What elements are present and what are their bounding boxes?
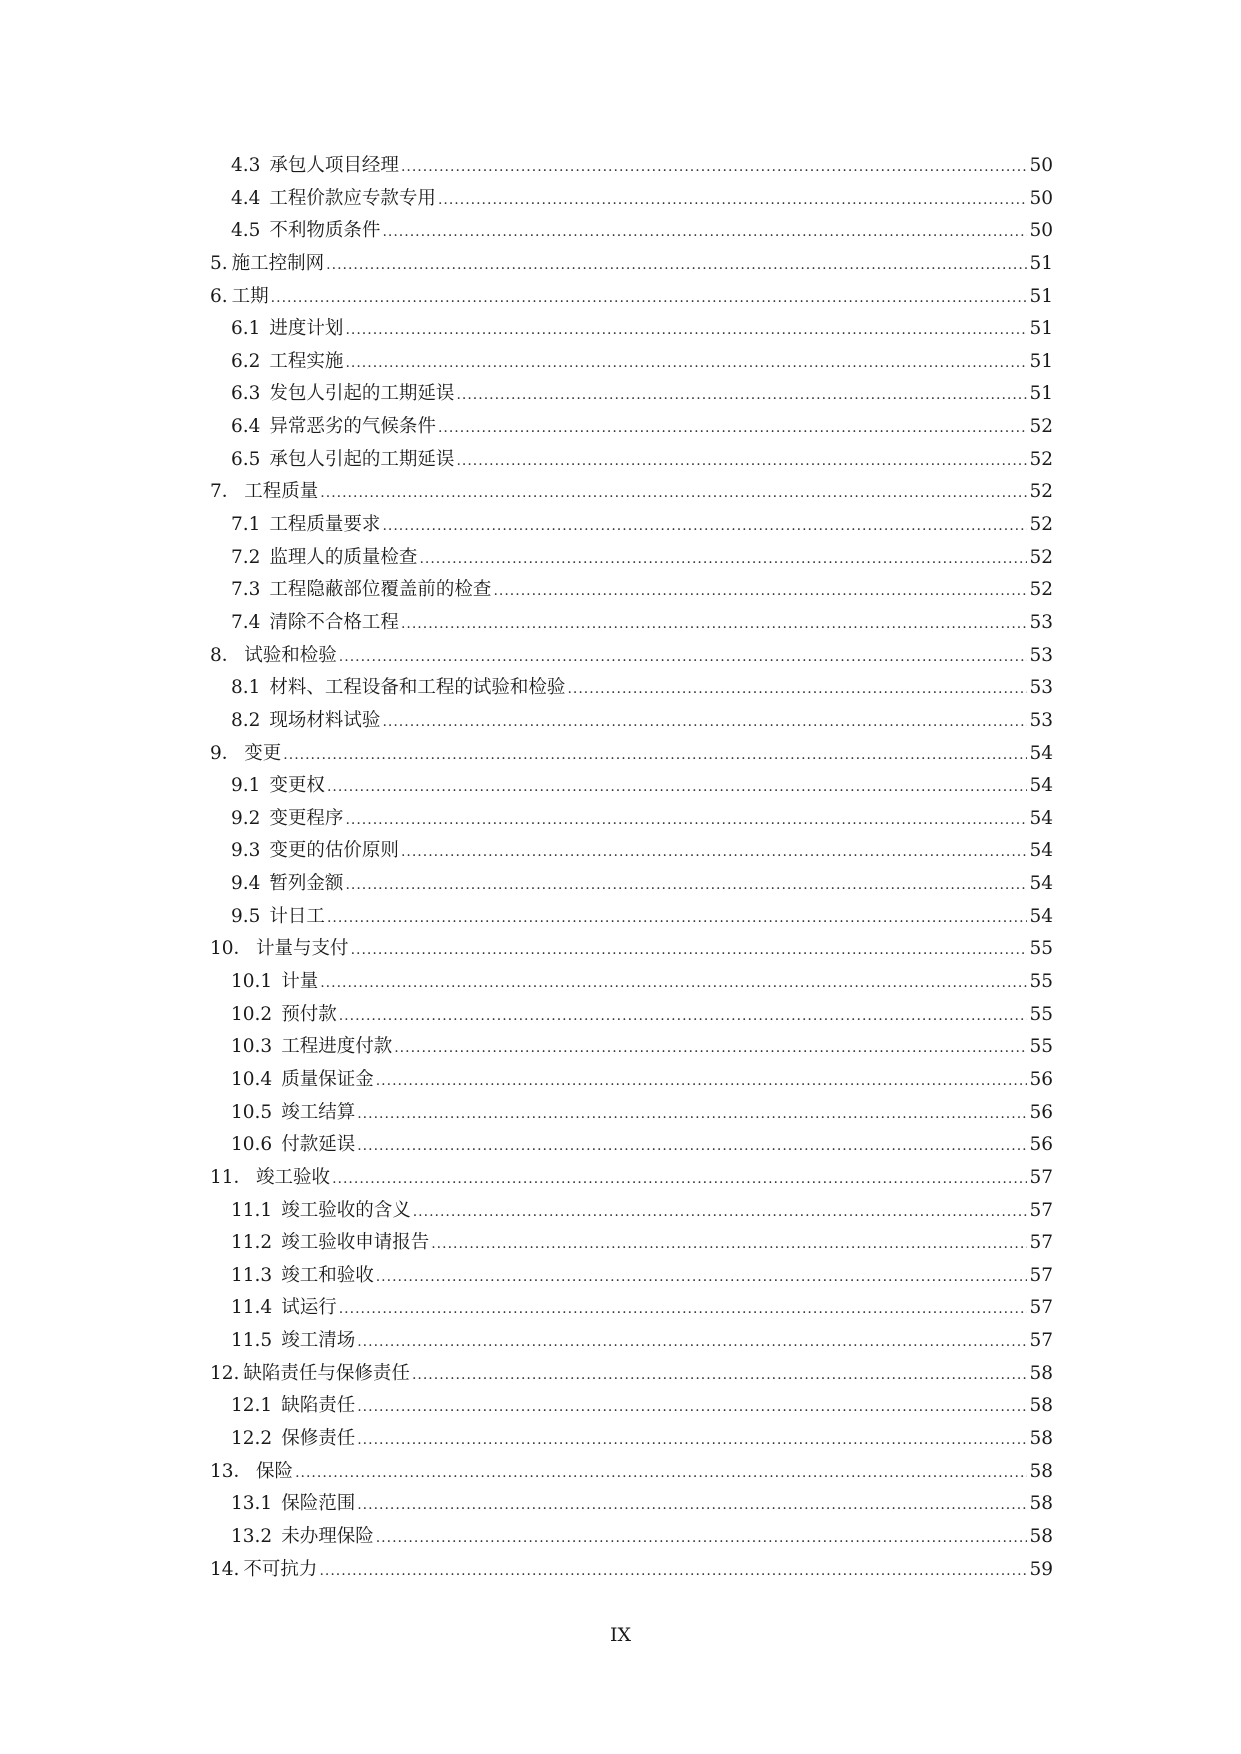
toc-entry[interactable] [210, 215, 1053, 248]
dot-leader [376, 1261, 1028, 1294]
toc-entry-title: 计量 [281, 971, 319, 993]
toc-entry[interactable] [210, 150, 1053, 183]
toc-entry-title: 工程实施 [269, 350, 344, 372]
dot-leader [438, 184, 1028, 217]
toc-entry-page: 55 [1029, 1003, 1053, 1025]
toc-entry-page: 58 [1029, 1362, 1053, 1384]
toc-entry-title: 保险范围 [281, 1493, 356, 1515]
toc-entry-number: 10.4 [231, 1068, 273, 1090]
toc-entry-page: 59 [1029, 1558, 1053, 1580]
toc-entry-page: 58 [1029, 1460, 1053, 1482]
toc-entry-title: 不利物质条件 [269, 220, 381, 242]
toc-entry[interactable] [210, 574, 1053, 607]
toc-entry-title: 现场材料试验 [269, 709, 381, 731]
dot-leader [376, 1522, 1028, 1555]
toc-entry[interactable] [210, 444, 1053, 477]
toc-entry-title: 工程价款应专款专用 [269, 187, 436, 209]
toc-entry[interactable] [210, 1390, 1053, 1423]
dot-leader [382, 510, 1027, 543]
dot-leader [357, 1391, 1027, 1424]
dot-leader [376, 1065, 1028, 1098]
dot-leader [431, 1228, 1027, 1261]
toc-entry-page: 57 [1029, 1297, 1053, 1319]
toc-entry-page: 54 [1029, 840, 1053, 862]
toc-entry-number: 10.2 [231, 1003, 273, 1025]
toc-entry-page: 51 [1029, 350, 1053, 372]
dot-leader [394, 1032, 1027, 1065]
toc-entry[interactable] [210, 476, 1053, 509]
toc-entry-number: 7.1 [231, 514, 261, 536]
toc-entry-number: 8.1 [231, 677, 261, 699]
toc-entry-page: 53 [1029, 677, 1053, 699]
toc-entry[interactable] [210, 1488, 1053, 1521]
toc-entry-page: 54 [1029, 742, 1053, 764]
toc-entry-page: 51 [1029, 252, 1053, 274]
toc-entry-number: 7.2 [231, 546, 261, 568]
dot-leader [326, 249, 1027, 282]
dot-leader [401, 836, 1028, 869]
dot-leader [401, 608, 1028, 641]
toc-entry-number: 10.5 [231, 1101, 273, 1123]
toc-entry[interactable] [210, 1260, 1053, 1293]
dot-leader [339, 1000, 1028, 1033]
toc-entry-title: 变更 [244, 742, 282, 764]
toc-entry[interactable] [210, 672, 1053, 705]
toc-entry-title: 保修责任 [281, 1427, 356, 1449]
toc-entry-title: 工程质量 [244, 481, 319, 503]
toc-entry-title: 承包人引起的工期延误 [269, 448, 455, 470]
toc-entry[interactable] [210, 346, 1053, 379]
toc-entry-page: 57 [1029, 1330, 1053, 1352]
toc-entry-page: 54 [1029, 905, 1053, 927]
toc-entry-number: 14. [210, 1558, 240, 1580]
dot-leader [357, 1326, 1027, 1359]
toc-entry-page: 52 [1029, 514, 1053, 536]
toc-entry[interactable] [210, 183, 1053, 216]
toc-entry[interactable] [210, 411, 1053, 444]
toc-entry-page: 52 [1029, 546, 1053, 568]
toc-entry-page: 55 [1029, 1036, 1053, 1058]
toc-entry[interactable] [210, 1423, 1053, 1456]
dot-leader [413, 1196, 1028, 1229]
toc-entry[interactable] [210, 281, 1053, 314]
toc-entry-title: 工程进度付款 [281, 1036, 393, 1058]
toc-entry-page: 53 [1029, 709, 1053, 731]
dot-leader [357, 1098, 1027, 1131]
toc-entry[interactable] [210, 966, 1053, 999]
toc-entry[interactable] [210, 1456, 1053, 1489]
toc-entry[interactable] [210, 705, 1053, 738]
toc-entry[interactable] [210, 738, 1053, 771]
toc-entry-page: 51 [1029, 318, 1053, 340]
toc-entry-title: 工期 [231, 285, 269, 307]
toc-entry-page: 52 [1029, 416, 1053, 438]
toc-entry-number: 9.4 [231, 873, 261, 895]
toc-entry-page: 50 [1029, 187, 1053, 209]
table-of-contents [210, 150, 1053, 1586]
toc-entry-number: 13.2 [231, 1525, 273, 1547]
toc-entry-title: 预付款 [281, 1003, 337, 1025]
toc-entry[interactable] [210, 803, 1053, 836]
toc-entry-title: 暂列金额 [269, 873, 344, 895]
toc-entry-title: 缺陷责任 [281, 1395, 356, 1417]
toc-entry-number: 13． [210, 1460, 253, 1482]
toc-entry-number: 10.3 [231, 1036, 273, 1058]
toc-entry-page: 58 [1029, 1493, 1053, 1515]
toc-entry-title: 试运行 [281, 1297, 337, 1319]
toc-entry[interactable] [210, 933, 1053, 966]
dot-leader [456, 379, 1027, 412]
toc-entry-number: 12.2 [231, 1427, 273, 1449]
toc-entry-title: 不可抗力 [243, 1558, 318, 1580]
toc-entry-number: 11． [210, 1166, 253, 1188]
toc-entry-title: 未办理保险 [281, 1525, 374, 1547]
toc-entry[interactable] [210, 1097, 1053, 1130]
dot-leader [456, 445, 1027, 478]
toc-entry-title: 竣工和验收 [281, 1264, 374, 1286]
dot-leader [419, 543, 1027, 576]
toc-entry-title: 发包人引起的工期延误 [269, 383, 455, 405]
toc-entry-number: 12.1 [231, 1395, 273, 1417]
toc-entry-number: 7． [210, 481, 241, 503]
dot-leader [345, 804, 1027, 837]
toc-entry-number: 9.2 [231, 807, 261, 829]
toc-entry-number: 5. [210, 252, 228, 274]
toc-entry[interactable] [210, 1521, 1053, 1554]
toc-entry[interactable] [210, 868, 1053, 901]
toc-entry-page: 54 [1029, 873, 1053, 895]
toc-entry-number: 9.1 [231, 775, 261, 797]
toc-entry-page: 55 [1029, 971, 1053, 993]
toc-entry-number: 6.2 [231, 350, 261, 372]
toc-entry[interactable] [210, 1195, 1053, 1228]
toc-entry[interactable] [210, 770, 1053, 803]
toc-entry[interactable] [210, 313, 1053, 346]
dot-leader [320, 477, 1027, 510]
toc-entry[interactable] [210, 640, 1053, 673]
dot-leader [319, 1555, 1027, 1588]
dot-leader [382, 216, 1027, 249]
toc-entry-title: 变更的估价原则 [269, 840, 399, 862]
toc-entry-number: 10.1 [231, 971, 273, 993]
toc-entry-title: 承包人项目经理 [269, 155, 399, 176]
toc-entry-title: 竣工验收的含义 [281, 1199, 411, 1221]
toc-entry-page: 54 [1029, 775, 1053, 797]
toc-entry[interactable] [210, 607, 1053, 640]
toc-entry-page: 55 [1029, 938, 1053, 960]
toc-entry-page: 57 [1029, 1199, 1053, 1221]
toc-entry-page: 53 [1029, 611, 1053, 633]
toc-entry-page: 56 [1029, 1101, 1053, 1123]
dot-leader [327, 902, 1028, 935]
dot-leader [339, 641, 1028, 674]
page-number: IX [609, 1624, 632, 1646]
toc-entry-title: 变更权 [269, 775, 325, 797]
toc-entry[interactable] [210, 901, 1053, 934]
toc-entry-page: 54 [1029, 807, 1053, 829]
toc-entry-number: 4.4 [231, 187, 261, 209]
toc-entry-title: 计量与支付 [256, 938, 349, 960]
toc-entry-title: 监理人的质量检查 [269, 546, 418, 568]
toc-entry-number: 6.5 [231, 448, 261, 470]
toc-entry-page: 50 [1029, 220, 1053, 242]
toc-entry-title: 工程质量要求 [269, 514, 381, 536]
toc-entry-number: 9.5 [231, 905, 261, 927]
toc-entry-number: 6.3 [231, 383, 261, 405]
toc-entry-title: 试验和检验 [244, 644, 337, 666]
toc-entry[interactable] [210, 1554, 1053, 1587]
toc-entry-title: 竣工验收申请报告 [281, 1232, 430, 1254]
toc-entry-number: 7.4 [231, 611, 261, 633]
toc-entry[interactable] [210, 542, 1053, 575]
toc-entry-title: 竣工清场 [281, 1330, 356, 1352]
toc-entry-page: 57 [1029, 1264, 1053, 1286]
toc-entry-page: 56 [1029, 1134, 1053, 1156]
dot-leader [382, 706, 1027, 739]
toc-entry[interactable] [210, 378, 1053, 411]
toc-entry-page: 52 [1029, 481, 1053, 503]
dot-leader [295, 1457, 1027, 1490]
toc-entry-page: 52 [1029, 579, 1053, 601]
dot-leader [345, 314, 1027, 347]
toc-entry-number: 10.6 [231, 1134, 273, 1156]
dot-leader [351, 934, 1028, 967]
toc-entry-number: 8.2 [231, 709, 261, 731]
toc-entry-title: 付款延误 [281, 1134, 356, 1156]
toc-entry-number: 9． [210, 742, 241, 764]
toc-entry-number: 4.5 [231, 220, 261, 242]
toc-entry-title: 缺陷责任与保修责任 [243, 1362, 410, 1384]
dot-leader [271, 282, 1028, 315]
dot-leader [339, 1293, 1028, 1326]
toc-entry-page: 57 [1029, 1232, 1053, 1254]
toc-entry-title: 施工控制网 [231, 252, 325, 274]
toc-entry-page: 58 [1029, 1525, 1053, 1547]
toc-entry-title: 计日工 [269, 905, 325, 927]
dot-leader [345, 347, 1027, 380]
dot-leader [357, 1424, 1027, 1457]
toc-entry-page: 51 [1029, 285, 1053, 307]
dot-leader [320, 967, 1027, 1000]
toc-entry[interactable] [210, 248, 1053, 281]
toc-entry-title: 异常恶劣的气候条件 [269, 416, 436, 438]
dot-leader [567, 673, 1027, 706]
dot-leader [412, 1359, 1028, 1392]
toc-entry-number: 8． [210, 644, 241, 666]
toc-entry-number: 4.3 [231, 155, 261, 176]
toc-entry-number: 11.3 [231, 1264, 273, 1286]
dot-leader [327, 771, 1028, 804]
toc-entry-title: 竣工验收 [256, 1166, 331, 1188]
toc-entry-page: 52 [1029, 448, 1053, 470]
toc-entry-title: 工程隐蔽部位覆盖前的检查 [269, 579, 492, 601]
toc-entry[interactable] [210, 1162, 1053, 1195]
toc-entry-number: 6.1 [231, 318, 261, 340]
toc-entry-number: 13.1 [231, 1493, 273, 1515]
dot-leader [332, 1163, 1027, 1196]
toc-entry-page: 58 [1029, 1427, 1053, 1449]
toc-entry-page: 51 [1029, 383, 1053, 405]
toc-entry-number: 9.3 [231, 840, 261, 862]
toc-entry-number: 7.3 [231, 579, 261, 601]
toc-entry[interactable] [210, 1227, 1053, 1260]
toc-entry-number: 12. [210, 1362, 240, 1384]
toc-entry-page: 57 [1029, 1166, 1053, 1188]
toc-entry[interactable] [210, 1292, 1053, 1325]
toc-entry-page: 56 [1029, 1068, 1053, 1090]
toc-entry-number: 11.4 [231, 1297, 273, 1319]
toc-entry[interactable] [210, 509, 1053, 542]
toc-entry-number: 6. [210, 285, 228, 307]
toc-entry-title: 进度计划 [269, 318, 344, 340]
toc-entry-page: 53 [1029, 644, 1053, 666]
dot-leader [357, 1130, 1027, 1163]
toc-entry-title: 保险 [256, 1460, 294, 1482]
toc-entry-title: 质量保证金 [281, 1068, 374, 1090]
toc-entry-title: 变更程序 [269, 807, 344, 829]
toc-entry[interactable] [210, 1129, 1053, 1162]
toc-entry-number: 11.2 [231, 1232, 273, 1254]
toc-entry-page: 50 [1029, 155, 1053, 176]
toc-entry-number: 10． [210, 938, 253, 960]
toc-entry[interactable] [210, 1064, 1053, 1097]
toc-entry[interactable] [210, 835, 1053, 868]
toc-entry[interactable] [210, 1325, 1053, 1358]
dot-leader [357, 1489, 1027, 1522]
toc-entry-title: 竣工结算 [281, 1101, 356, 1123]
toc-entry-title: 清除不合格工程 [269, 611, 399, 633]
dot-leader [438, 412, 1028, 445]
toc-entry-number: 11.5 [231, 1330, 273, 1352]
dot-leader [283, 739, 1027, 772]
toc-entry-page: 58 [1029, 1395, 1053, 1417]
dot-leader [401, 151, 1028, 184]
toc-entry[interactable] [210, 999, 1053, 1032]
toc-entry-number: 6.4 [231, 416, 261, 438]
toc-entry[interactable] [210, 1031, 1053, 1064]
toc-entry[interactable] [210, 1358, 1053, 1391]
dot-leader [493, 575, 1027, 608]
dot-leader [345, 869, 1027, 902]
toc-entry-number: 11.1 [231, 1199, 273, 1221]
toc-entry-title: 材料、工程设备和工程的试验和检验 [269, 677, 566, 699]
